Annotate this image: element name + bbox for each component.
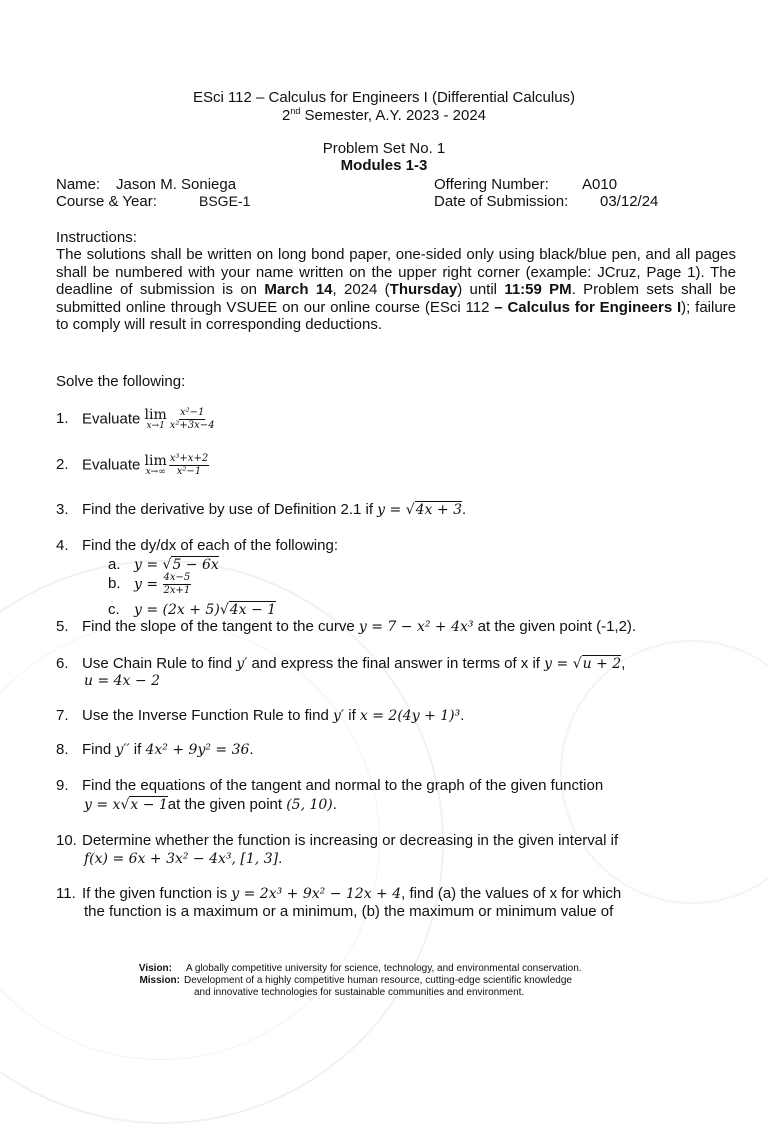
semester-suffix: nd xyxy=(290,106,301,116)
date-value: 03/12/24 xyxy=(600,193,659,210)
sub-label: a. xyxy=(108,556,121,573)
problem-2 xyxy=(56,454,746,477)
equation: y = 7 − x² + 4x³ xyxy=(358,619,474,635)
solve-heading: Solve the following: xyxy=(56,373,186,390)
sqrt-sign: √ xyxy=(405,502,415,518)
problem-number: 8. xyxy=(56,741,69,758)
course-year-label: Course & Year: xyxy=(56,193,157,210)
fraction-denominator: x²−1 xyxy=(176,466,202,477)
mission-text-2: and innovative technologies for sustainable communities and environment. xyxy=(194,987,525,998)
point: (5, 10) xyxy=(286,797,333,813)
sqrt-sign: √ xyxy=(120,797,130,813)
problem-number: 9. xyxy=(56,777,69,794)
math-lhs: y = (2x + 5) xyxy=(134,602,220,618)
deadline-time: 11:59 PM xyxy=(504,281,572,298)
sqrt-sign: √ xyxy=(219,602,229,618)
deadline-date: March 14 xyxy=(264,281,333,298)
course-title: ESci 112 – Calculus for Engineers I (Differential Calculus) xyxy=(192,89,576,106)
problem-6 xyxy=(56,655,746,673)
problem-number: 4. xyxy=(56,537,69,554)
problem-number: 1. xyxy=(56,410,69,428)
problem-text-2: , find (a) the values of x for which xyxy=(401,885,622,902)
semester-rest: Semester, A.Y. 2023 - 2024 xyxy=(300,107,487,124)
problem-text: Find xyxy=(82,741,116,758)
equation: 4x² + 9y² = 36 xyxy=(145,742,250,758)
radicand: u + 2 xyxy=(582,656,622,672)
instructions-body xyxy=(56,246,736,334)
problem-10-line2 xyxy=(84,850,282,867)
name-value: Jason M. Soniega xyxy=(116,176,237,193)
instructions-text-3: ) until xyxy=(457,281,505,298)
problem-text: Evaluate xyxy=(82,410,145,428)
problem-text: Find the dy/dx of each of the following: xyxy=(82,537,338,554)
vision-text: A globally competitive university for science, technology, and environmental conservation. xyxy=(186,963,582,974)
problem-text: If the given function is xyxy=(82,885,232,902)
offering-row xyxy=(434,176,617,193)
problem-end: . xyxy=(278,850,283,867)
name-row xyxy=(56,176,236,193)
course-row xyxy=(56,193,250,210)
semester-line xyxy=(0,107,768,124)
offering-label: Offering Number: xyxy=(434,176,549,193)
problem-number: 7. xyxy=(56,707,69,724)
problem-4 xyxy=(56,537,746,555)
problem-end: . xyxy=(460,707,465,724)
math-lhs: y = xyxy=(377,502,406,518)
problem-end: . xyxy=(461,501,467,518)
mission-text-1: Development of a highly competitive human resource, cutting-edge scientific knowledge xyxy=(184,975,572,986)
mission-line xyxy=(116,975,572,987)
problem-text: Find the equations of the tangent and normal to the graph of the given function xyxy=(82,777,604,794)
sqrt-sign: √ xyxy=(162,557,172,573)
deadline-day: Thursday xyxy=(389,281,458,298)
problem-6-line2: u = 4x − 2 xyxy=(84,673,160,689)
problem-text: Find the slope of the tangent to the curve xyxy=(82,618,359,635)
modules-title: Modules 1-3 xyxy=(340,157,428,174)
equation: x = 2(4y + 1)³ xyxy=(359,708,461,724)
comma: , xyxy=(621,655,626,672)
instructions-text-1: The solutions shall be written on long bond paper, one-sided only using black/blue pen, and all pages shall be numbered with your name written on the upper right corner (example: JCruz, Page 1). The deadline of submission is on xyxy=(56,246,736,298)
fraction-numerator: 4x−5 xyxy=(163,572,191,583)
problem-number: 3. xyxy=(56,501,69,518)
semester-ordinal: 2 xyxy=(281,107,291,124)
problem-end: . xyxy=(332,796,337,813)
problem-text: Use Chain Rule to find xyxy=(82,655,237,672)
watermark-seal-small xyxy=(560,640,768,904)
fraction-numerator: x²−1 xyxy=(179,407,205,418)
offering-value: A010 xyxy=(582,176,618,193)
problem-4a xyxy=(108,556,219,573)
problem-8 xyxy=(56,741,746,759)
problem-number: 11. xyxy=(56,885,76,902)
problem-1 xyxy=(56,408,746,431)
problem-text-2: if xyxy=(344,707,360,724)
problem-text: Use the Inverse Function Rule to find xyxy=(82,707,333,724)
problem-10 xyxy=(56,832,746,850)
y-prime: y′ xyxy=(332,708,345,724)
problem-4c xyxy=(108,601,276,618)
radicand: 4x + 3 xyxy=(415,502,462,518)
problem-number: 6. xyxy=(56,655,69,672)
problem-number: 2. xyxy=(56,456,69,474)
problem-text: Evaluate xyxy=(82,456,145,474)
course-name-bold: – Calculus for Engineers I xyxy=(494,298,682,316)
math-lhs: y = xyxy=(134,576,163,593)
vision-line xyxy=(116,963,582,975)
problem-11-line2: the function is a maximum or a minimum, (b) the maximum or minimum value of xyxy=(84,903,614,920)
problem-9 xyxy=(56,777,746,795)
y-prime: y′ xyxy=(236,656,248,672)
problem-5 xyxy=(56,618,746,636)
course-year-value: BSGE-1 xyxy=(199,193,251,209)
limit-operator: lim x→∞ xyxy=(144,453,167,477)
radicand: 4x − 1 xyxy=(229,602,277,618)
instructions-text-4: . Problem sets shall be submitted online through VSUEE on our online course (ESci 112 xyxy=(56,281,736,316)
sub-label: c. xyxy=(108,601,120,618)
name-label: Name: xyxy=(56,176,101,193)
fraction xyxy=(169,454,209,477)
problem-3 xyxy=(56,501,746,519)
problem-11 xyxy=(56,885,746,903)
math-lhs: y = x xyxy=(84,797,121,813)
math-lhs: y = xyxy=(134,557,163,573)
fraction xyxy=(163,573,192,596)
problem-set-title: Problem Set No. 1 xyxy=(322,140,446,157)
limit-subscript: x→1 xyxy=(146,421,165,431)
limit-subscript: x→∞ xyxy=(145,467,166,477)
date-row xyxy=(434,193,658,210)
problem-4b xyxy=(108,573,191,596)
fraction-denominator: 2x+1 xyxy=(163,585,191,596)
radicand: x − 1 xyxy=(130,797,168,813)
sqrt-sign: √ xyxy=(572,656,582,672)
problem-7 xyxy=(56,707,746,725)
math-lhs: y = xyxy=(544,656,573,672)
vision-label: Vision: xyxy=(138,963,172,974)
problem-text: Determine whether the function is increasing or decreasing in the given interval if xyxy=(82,832,619,849)
limit-operator: lim x→1 xyxy=(144,407,167,431)
fraction-denominator: x²+3x−4 xyxy=(169,420,215,431)
problem-number: 5. xyxy=(56,618,69,635)
problem-end: at the given point (-1,2). xyxy=(473,618,637,635)
equation: f(x) = 6x + 3x² − 4x³, [1, 3] xyxy=(84,851,279,867)
fraction xyxy=(169,408,216,431)
radicand: 5 − 6x xyxy=(172,557,219,573)
problem-text-2: if xyxy=(129,741,146,758)
date-label: Date of Submission: xyxy=(434,193,569,210)
fraction-numerator: x³+x+2 xyxy=(169,453,209,464)
problem-9-line2 xyxy=(84,796,337,813)
equation: y = 2x³ + 9x² − 12x + 4 xyxy=(231,886,402,902)
problem-text-2: and express the final answer in terms of x if xyxy=(247,655,545,672)
problem-number: 10. xyxy=(56,832,77,849)
sub-label: b. xyxy=(108,575,121,593)
instructions-text-5: ); failure to comply will result in corresponding deductions. xyxy=(56,298,737,333)
problem-end: . xyxy=(249,741,254,758)
problem-text-2: at the given point xyxy=(167,796,287,813)
y-double-prime: y′′ xyxy=(115,742,130,758)
mission-label: Mission: xyxy=(139,975,180,986)
instructions-text-2: , 2024 ( xyxy=(332,281,390,298)
instructions-heading: Instructions: xyxy=(56,229,137,246)
problem-text: Find the derivative by use of Definition 2.1 if xyxy=(82,501,378,518)
